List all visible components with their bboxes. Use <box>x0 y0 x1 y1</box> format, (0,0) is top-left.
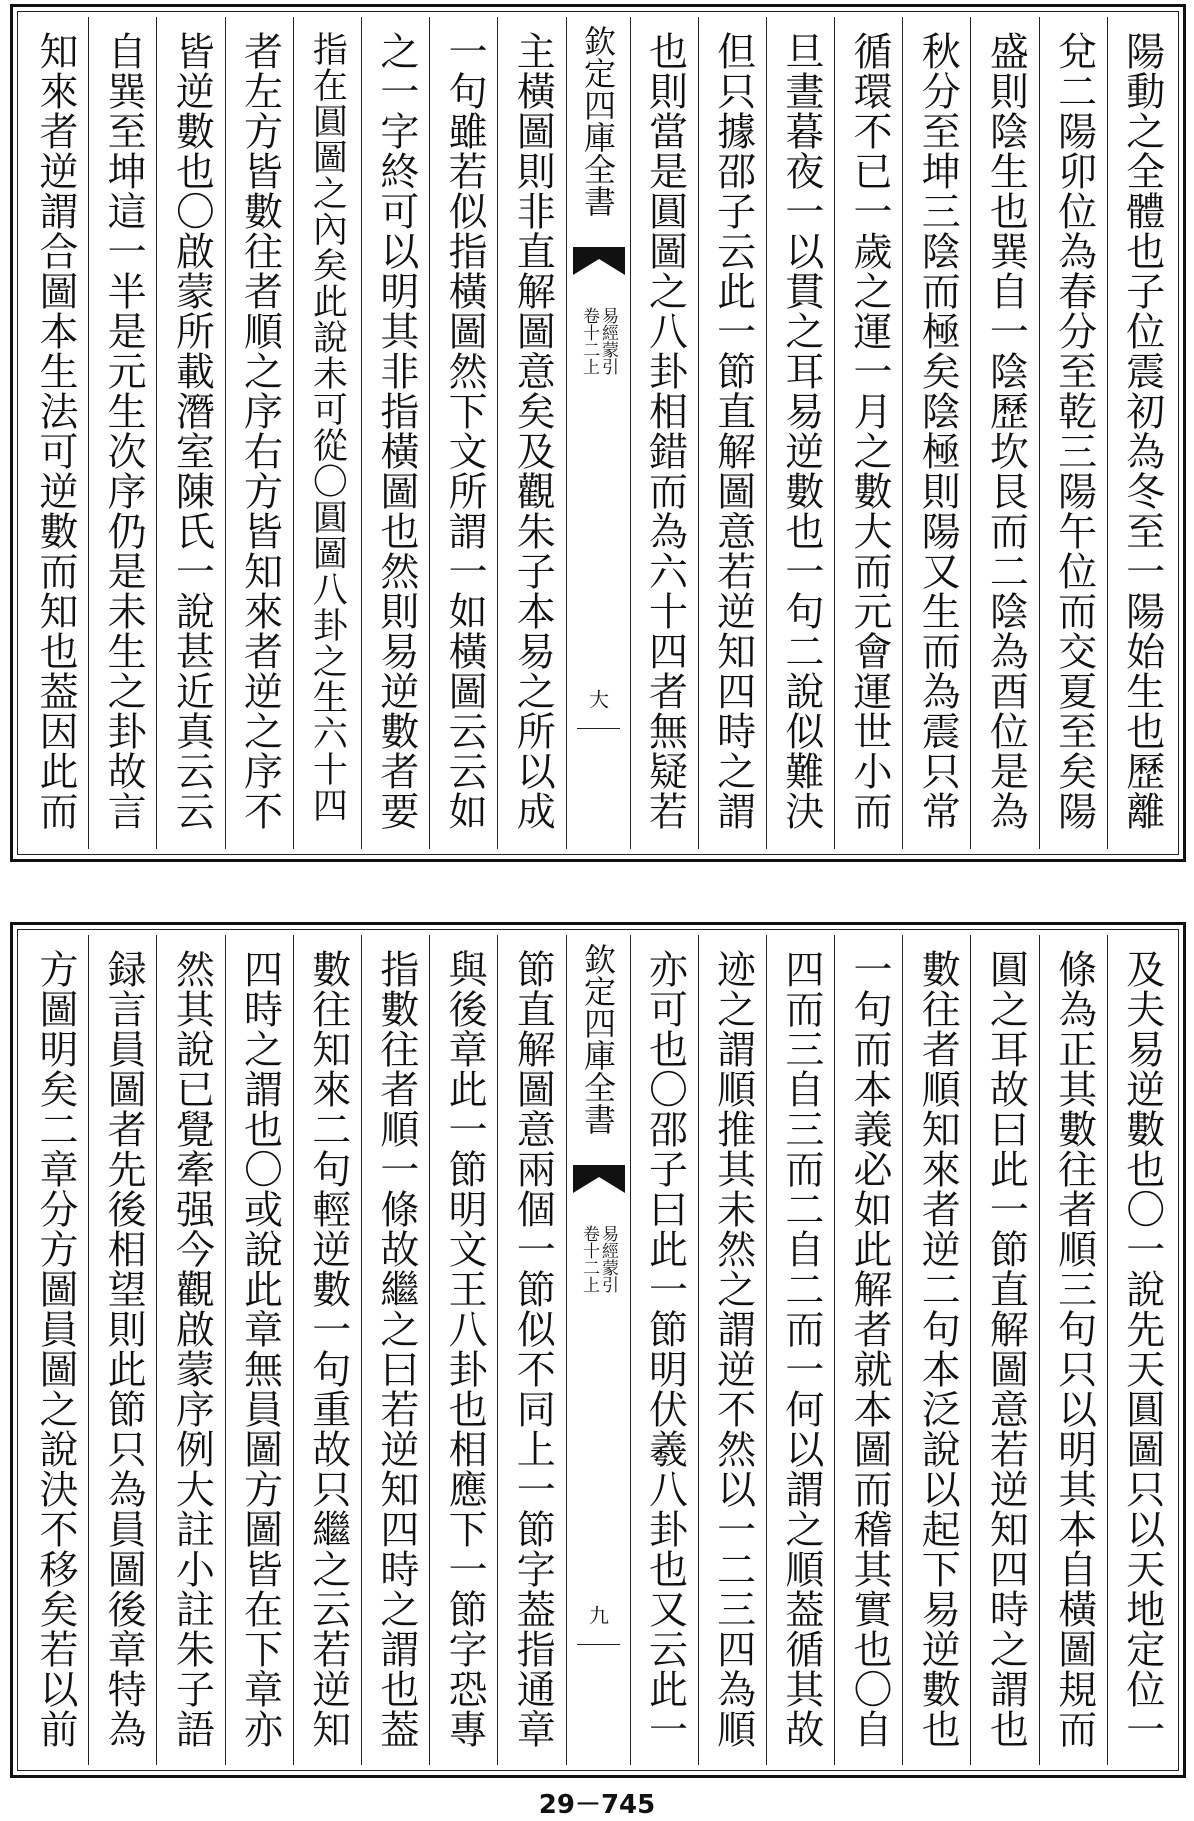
text-column <box>225 17 293 849</box>
text-column <box>88 935 156 1765</box>
column-text: 然其說已覺牽强今觀啟蒙序例大註小註朱子語 <box>169 949 215 1749</box>
bottom-columns <box>21 935 1175 1765</box>
fish-tail-ornament <box>573 247 625 275</box>
text-column <box>902 17 970 849</box>
center-margin <box>566 17 630 849</box>
column-text: 録言員圖者先後相望則此節只為員圖後章特為 <box>101 949 147 1749</box>
text-column <box>1039 17 1107 849</box>
volume-label: 卷十二上 <box>579 1225 599 1293</box>
column-text: 但只據邵子云此一節直解圖意若逆知四時之謂 <box>710 31 756 831</box>
text-column <box>88 17 156 849</box>
column-text: 與後章此一節明文王八卦也相應下一節字恐專 <box>442 949 488 1749</box>
text-column <box>361 17 429 849</box>
column-text: 四而三自三而二自二而一何以謂之順葢循其故 <box>778 949 824 1749</box>
column-text: 四時之謂也〇或說此章無員圖方圖皆在下章亦 <box>237 949 283 1749</box>
column-text: 一句雖若似指橫圖然下文所謂一如橫圖云云如 <box>442 31 488 831</box>
text-column <box>1039 935 1107 1765</box>
folio-rule <box>577 728 620 729</box>
text-column <box>970 935 1038 1765</box>
folio-rule <box>577 1644 620 1645</box>
column-text: 數往知來二句輕逆數一句重故只繼之云若逆知 <box>305 949 351 1749</box>
column-text: 者左方皆數往者順之序右方皆知來者逆之序不 <box>237 31 283 831</box>
folio-number: 九 <box>585 1605 610 1625</box>
chapter-label <box>567 1225 630 1293</box>
column-text: 陽動之全體也子位震初為冬至一陽始生也歷離 <box>1119 31 1165 831</box>
column-text: 主橫圖則非直解圖意矣及觀朱子本易之所以成 <box>510 31 556 831</box>
text-column <box>766 17 834 849</box>
book-title: 欽定四庫全書 <box>579 943 617 1135</box>
column-text: 圓之耳故曰此一節直解圖意若逆知四時之謂也 <box>983 949 1029 1749</box>
center-margin <box>566 935 630 1765</box>
text-column <box>902 935 970 1765</box>
text-column <box>156 17 224 849</box>
column-text: 旦晝暮夜一以貫之耳易逆數也一句二說似難決 <box>778 31 824 831</box>
text-column <box>156 935 224 1765</box>
text-column <box>225 935 293 1765</box>
chapter-label <box>567 307 630 375</box>
text-column <box>1107 17 1175 849</box>
column-text: 亦可也〇邵子曰此一節明伏羲八卦也又云此一 <box>642 949 688 1749</box>
column-text: 知來者逆謂合圖本生法可逆數而知也葢因此而 <box>32 31 78 831</box>
column-text: 方圖明矣二章分方圖員圖之說決不移矣若以前 <box>32 949 78 1749</box>
column-text: 秋分至坤三陰而極矣陰極則陽又生而為震只常 <box>915 31 961 831</box>
column-text: 兌二陽卯位為春分至乾三陽午位而交夏至矣陽 <box>1051 31 1097 831</box>
book-title: 欽定四庫全書 <box>579 25 617 217</box>
column-text: 也則當是圓圖之八卦相錯而為六十四者無疑若 <box>642 31 688 831</box>
text-column <box>293 935 361 1765</box>
book-name-label: 易經蒙引 <box>598 1225 618 1293</box>
page-footer-number: 29－745 <box>538 1790 656 1820</box>
text-column <box>21 17 88 849</box>
column-text: 迹之謂順推其未然之謂逆不然以一二三四為順 <box>710 949 756 1749</box>
text-column <box>293 17 361 849</box>
text-column <box>834 935 902 1765</box>
text-column <box>630 935 698 1765</box>
column-text: 數往者順知來者逆二句本泛說以起下易逆數也 <box>915 949 961 1749</box>
column-text: 皆逆數也〇啟蒙所載潛室陳氏一說甚近真云云 <box>169 31 215 831</box>
column-text: 節直解圖意兩個一節似不同上一節字葢指通章 <box>510 949 556 1749</box>
text-column <box>21 935 88 1765</box>
top-page <box>10 4 1186 862</box>
text-column <box>497 17 565 849</box>
bottom-page <box>10 922 1186 1778</box>
column-text: 一句而本義必如此解者就本圖而稽其實也〇自 <box>847 949 893 1749</box>
text-column <box>497 935 565 1765</box>
text-column <box>834 17 902 849</box>
column-text: 指在圓圖之內矣此說未可從〇圓圖八卦之生六十四 <box>307 31 348 823</box>
column-text: 循環不已一歲之運一月之數大而元會運世小而 <box>847 31 893 831</box>
text-column <box>970 17 1038 849</box>
top-columns <box>21 17 1175 849</box>
folio-number: 大 <box>585 689 610 709</box>
text-column <box>1107 935 1175 1765</box>
column-text: 盛則陰生也巽自一陰歷坎艮而二陰為酉位是為 <box>983 31 1029 831</box>
text-column <box>698 17 766 849</box>
text-column <box>429 935 497 1765</box>
fish-tail-ornament <box>573 1165 625 1193</box>
book-name-label: 易經蒙引 <box>598 307 618 375</box>
volume-label: 卷十二上 <box>579 307 599 375</box>
column-text: 及夫易逆數也〇一說先天圓圖只以天地定位一 <box>1119 949 1165 1749</box>
text-column <box>698 935 766 1765</box>
text-column <box>429 17 497 849</box>
text-column <box>361 935 429 1765</box>
column-text: 之一字終可以明其非指橫圖也然則易逆數者要 <box>373 31 419 831</box>
column-text: 條為正其數往者順三句只以明其本自橫圖規而 <box>1051 949 1097 1749</box>
column-text: 指數往者順一條故繼之曰若逆知四時之謂也葢 <box>373 949 419 1749</box>
column-text: 自巽至坤這一半是元生次序仍是未生之卦故言 <box>101 31 147 831</box>
text-column <box>766 935 834 1765</box>
text-column <box>630 17 698 849</box>
